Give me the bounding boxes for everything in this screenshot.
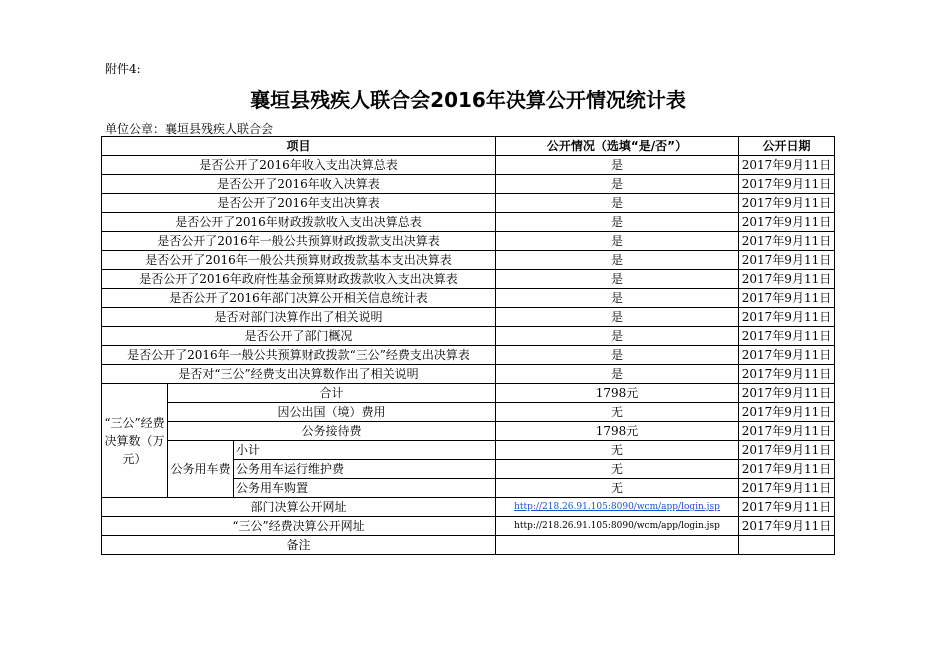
table-row bbox=[102, 365, 835, 384]
vehicle-maintain-date: 2017年9月11日 bbox=[739, 460, 835, 479]
row-status: 是 bbox=[496, 270, 739, 289]
page-title: 襄垣县残疾人联合会2016年决算公开情况统计表 bbox=[250, 88, 686, 112]
row-date: 2017年9月11日 bbox=[739, 308, 835, 327]
table-row bbox=[102, 327, 835, 346]
vehicle-maintain-label: 公务用车运行维护费 bbox=[234, 460, 496, 479]
vehicle-purchase-label: 公务用车购置 bbox=[234, 479, 496, 498]
row-date: 2017年9月11日 bbox=[739, 156, 835, 175]
disclosure-table bbox=[101, 136, 835, 555]
table-row bbox=[102, 403, 835, 422]
table-row bbox=[102, 384, 835, 403]
row-date: 2017年9月11日 bbox=[739, 327, 835, 346]
sangong-url-label: “三公”经费决算公开网址 bbox=[102, 517, 496, 536]
row-date: 2017年9月11日 bbox=[739, 213, 835, 232]
row-status: 是 bbox=[496, 232, 739, 251]
row-item: 是否对“三公”经费支出决算数作出了相关说明 bbox=[102, 365, 496, 384]
table-row bbox=[102, 422, 835, 441]
row-status: 是 bbox=[496, 289, 739, 308]
remark-row bbox=[102, 536, 835, 555]
header-item: 项目 bbox=[102, 137, 496, 156]
sangong-reception-label: 公务接待费 bbox=[168, 422, 496, 441]
row-date: 2017年9月11日 bbox=[739, 346, 835, 365]
table-header-row bbox=[102, 137, 835, 156]
row-status: 是 bbox=[496, 251, 739, 270]
sangong-abroad-status: 无 bbox=[496, 403, 739, 422]
row-item: 是否公开了2016年一般公共预算财政拨款基本支出决算表 bbox=[102, 251, 496, 270]
remark-label: 备注 bbox=[102, 536, 496, 555]
row-date: 2017年9月11日 bbox=[739, 365, 835, 384]
sangong-url-value: http://218.26.91.105:8090/wcm/app/login.jsp bbox=[496, 517, 739, 536]
dept-url-date: 2017年9月11日 bbox=[739, 498, 835, 517]
row-date: 2017年9月11日 bbox=[739, 289, 835, 308]
row-item: 是否公开了2016年一般公共预算财政拨款支出决算表 bbox=[102, 232, 496, 251]
vehicle-subtotal-date: 2017年9月11日 bbox=[739, 441, 835, 460]
sangong-total-label: 合计 bbox=[168, 384, 496, 403]
vehicle-subtotal-status: 无 bbox=[496, 441, 739, 460]
table-row bbox=[102, 498, 835, 517]
dept-url-link[interactable]: http://218.26.91.105:8090/wcm/app/login.jsp bbox=[496, 498, 739, 517]
row-item: 是否公开了部门概况 bbox=[102, 327, 496, 346]
vehicle-maintain-status: 无 bbox=[496, 460, 739, 479]
row-status: 是 bbox=[496, 308, 739, 327]
row-status: 是 bbox=[496, 156, 739, 175]
row-status: 是 bbox=[496, 327, 739, 346]
vehicle-label: 公务用车费 bbox=[168, 441, 234, 498]
table-row bbox=[102, 270, 835, 289]
table-row bbox=[102, 156, 835, 175]
row-date: 2017年9月11日 bbox=[739, 270, 835, 289]
row-item: 是否公开了2016年部门决算公开相关信息统计表 bbox=[102, 289, 496, 308]
vehicle-purchase-status: 无 bbox=[496, 479, 739, 498]
table-row bbox=[102, 441, 835, 460]
table-row bbox=[102, 308, 835, 327]
table-row bbox=[102, 175, 835, 194]
unit-seal-label: 单位公章：襄垣县残疾人联合会 bbox=[105, 122, 274, 136]
row-item: 是否公开了2016年一般公共预算财政拨款“三公”经费支出决算表 bbox=[102, 346, 496, 365]
remark-date bbox=[739, 536, 835, 555]
vehicle-subtotal-label: 小计 bbox=[234, 441, 496, 460]
sangong-abroad-label: 因公出国（境）费用 bbox=[168, 403, 496, 422]
header-status: 公开情况（选填“是/否”） bbox=[496, 137, 739, 156]
sangong-abroad-date: 2017年9月11日 bbox=[739, 403, 835, 422]
table-row bbox=[102, 232, 835, 251]
row-date: 2017年9月11日 bbox=[739, 251, 835, 270]
row-item: 是否公开了2016年收入决算表 bbox=[102, 175, 496, 194]
table-row bbox=[102, 517, 835, 536]
sangong-total-status: 1798元 bbox=[496, 384, 739, 403]
row-item: 是否公开了2016年政府性基金预算财政拨款收入支出决算表 bbox=[102, 270, 496, 289]
sangong-label: “三公”经费决算数（万元） bbox=[102, 384, 168, 498]
row-item: 是否对部门决算作出了相关说明 bbox=[102, 308, 496, 327]
table-row bbox=[102, 194, 835, 213]
table-row bbox=[102, 346, 835, 365]
row-status: 是 bbox=[496, 213, 739, 232]
row-item: 是否公开了2016年支出决算表 bbox=[102, 194, 496, 213]
table-row bbox=[102, 213, 835, 232]
row-item: 是否公开了2016年财政拨款收入支出决算总表 bbox=[102, 213, 496, 232]
row-status: 是 bbox=[496, 365, 739, 384]
row-status: 是 bbox=[496, 175, 739, 194]
vehicle-purchase-date: 2017年9月11日 bbox=[739, 479, 835, 498]
header-date: 公开日期 bbox=[739, 137, 835, 156]
row-date: 2017年9月11日 bbox=[739, 232, 835, 251]
row-date: 2017年9月11日 bbox=[739, 194, 835, 213]
sangong-reception-date: 2017年9月11日 bbox=[739, 422, 835, 441]
row-item: 是否公开了2016年收入支出决算总表 bbox=[102, 156, 496, 175]
sangong-total-date: 2017年9月11日 bbox=[739, 384, 835, 403]
row-status: 是 bbox=[496, 346, 739, 365]
table-row bbox=[102, 289, 835, 308]
row-status: 是 bbox=[496, 194, 739, 213]
attachment-label: 附件4: bbox=[105, 62, 141, 76]
remark-status bbox=[496, 536, 739, 555]
sangong-reception-status: 1798元 bbox=[496, 422, 739, 441]
table-row bbox=[102, 251, 835, 270]
sangong-url-date: 2017年9月11日 bbox=[739, 517, 835, 536]
row-date: 2017年9月11日 bbox=[739, 175, 835, 194]
dept-url-label: 部门决算公开网址 bbox=[102, 498, 496, 517]
